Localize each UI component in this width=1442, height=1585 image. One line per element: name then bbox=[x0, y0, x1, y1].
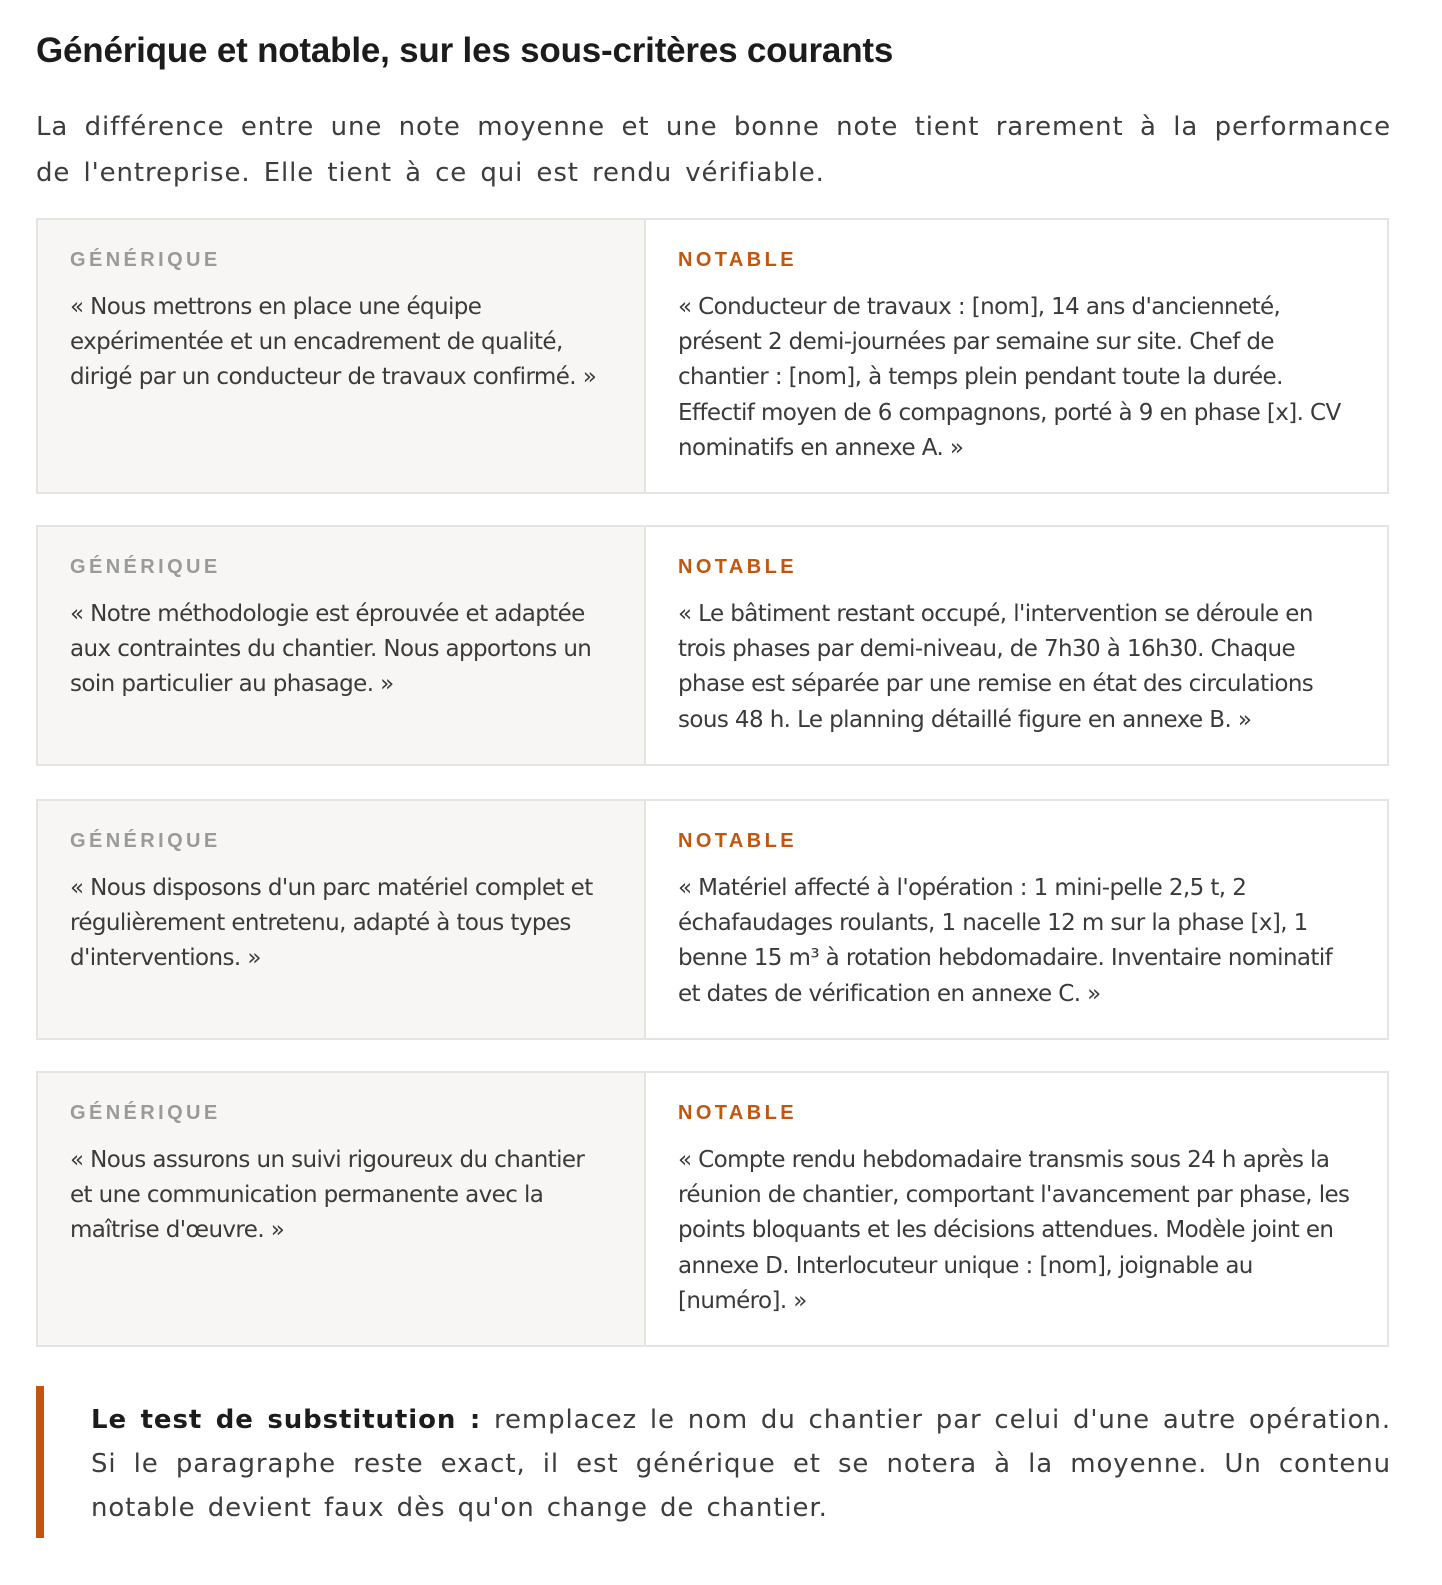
generic-column bbox=[38, 527, 646, 764]
generic-column bbox=[38, 801, 646, 1038]
notable-column bbox=[646, 527, 1387, 764]
comparison-block bbox=[36, 1071, 1389, 1347]
callout-text: remplacez le nom du chantier par celui d'une autre opération. Si le paragraphe reste exact, il est générique et se notera à la moyenne. Un contenu notable devient faux dès qu'on change de chantier. bbox=[91, 1405, 1391, 1523]
callout-paragraph bbox=[91, 1398, 1391, 1530]
comparison-block bbox=[36, 525, 1389, 766]
intro-paragraph: La différence entre une note moyenne et une bonne note tient rarement à la performance de l'entreprise. Elle tient à ce qui est rendu vérifiable. bbox=[36, 112, 1391, 188]
notable-label: NOTABLE bbox=[678, 556, 797, 578]
generic-quote: « Nous disposons d'un parc matériel complet et régulièrement entretenu, adapté à tous types d'interventions. » bbox=[70, 875, 593, 972]
section-heading: Générique et notable, sur les sous-critères courants bbox=[36, 31, 894, 70]
article-section bbox=[36, 26, 1391, 1523]
generic-label: GÉNÉRIQUE bbox=[70, 249, 221, 271]
notable-quote: « Le bâtiment restant occupé, l'intervention se déroule en trois phases par demi-niveau, de 7h30 à 16h30. Chaque phase est séparée par une remise en état des circulations sous 48 h. Le planning détaillé figure en annexe B. » bbox=[678, 601, 1314, 733]
substitution-test-callout bbox=[36, 1386, 1391, 1538]
generic-quote: « Nous mettrons en place une équipe expérimentée et un encadrement de qualité, dirigé par un conducteur de travaux confirmé. » bbox=[70, 294, 597, 391]
notable-label: NOTABLE bbox=[678, 1102, 797, 1124]
generic-column bbox=[38, 220, 646, 492]
notable-column bbox=[646, 801, 1387, 1038]
notable-quote: « Compte rendu hebdomadaire transmis sous 24 h après la réunion de chantier, comportant l'avancement par phase, les points bloquants et les décisions attendues. Modèle joint en annexe D. Interlocuteur unique : [nom], joignable au [numéro]. » bbox=[678, 1147, 1350, 1314]
generic-label: GÉNÉRIQUE bbox=[70, 830, 221, 852]
comparison-block bbox=[36, 218, 1389, 494]
notable-quote: « Conducteur de travaux : [nom], 14 ans d'ancienneté, présent 2 demi-journées par semaine sur site. Chef de chantier : [nom], à temps plein pendant toute la durée. Effectif moyen de 6 compagnons, porté à 9 en phase [x]. CV nominatifs en annexe A. » bbox=[678, 294, 1341, 461]
callout-lead: Le test de substitution : bbox=[91, 1405, 482, 1435]
generic-label: GÉNÉRIQUE bbox=[70, 1102, 221, 1124]
notable-column bbox=[646, 220, 1387, 492]
notable-quote: « Matériel affecté à l'opération : 1 mini-pelle 2,5 t, 2 échafaudages roulants, 1 nacelle 12 m sur la phase [x], 1 benne 15 m³ à rotation hebdomadaire. Inventaire nominatif et dates de vérification en annexe C. » bbox=[678, 875, 1333, 1007]
notable-column bbox=[646, 1073, 1387, 1345]
notable-label: NOTABLE bbox=[678, 830, 797, 852]
generic-label: GÉNÉRIQUE bbox=[70, 556, 221, 578]
generic-column bbox=[38, 1073, 646, 1345]
comparison-block bbox=[36, 799, 1389, 1040]
generic-quote: « Notre méthodologie est éprouvée et adaptée aux contraintes du chantier. Nous apportons un soin particulier au phasage. » bbox=[70, 601, 592, 698]
generic-quote: « Nous assurons un suivi rigoureux du chantier et une communication permanente avec la maîtrise d'œuvre. » bbox=[70, 1147, 585, 1244]
notable-label: NOTABLE bbox=[678, 249, 797, 271]
